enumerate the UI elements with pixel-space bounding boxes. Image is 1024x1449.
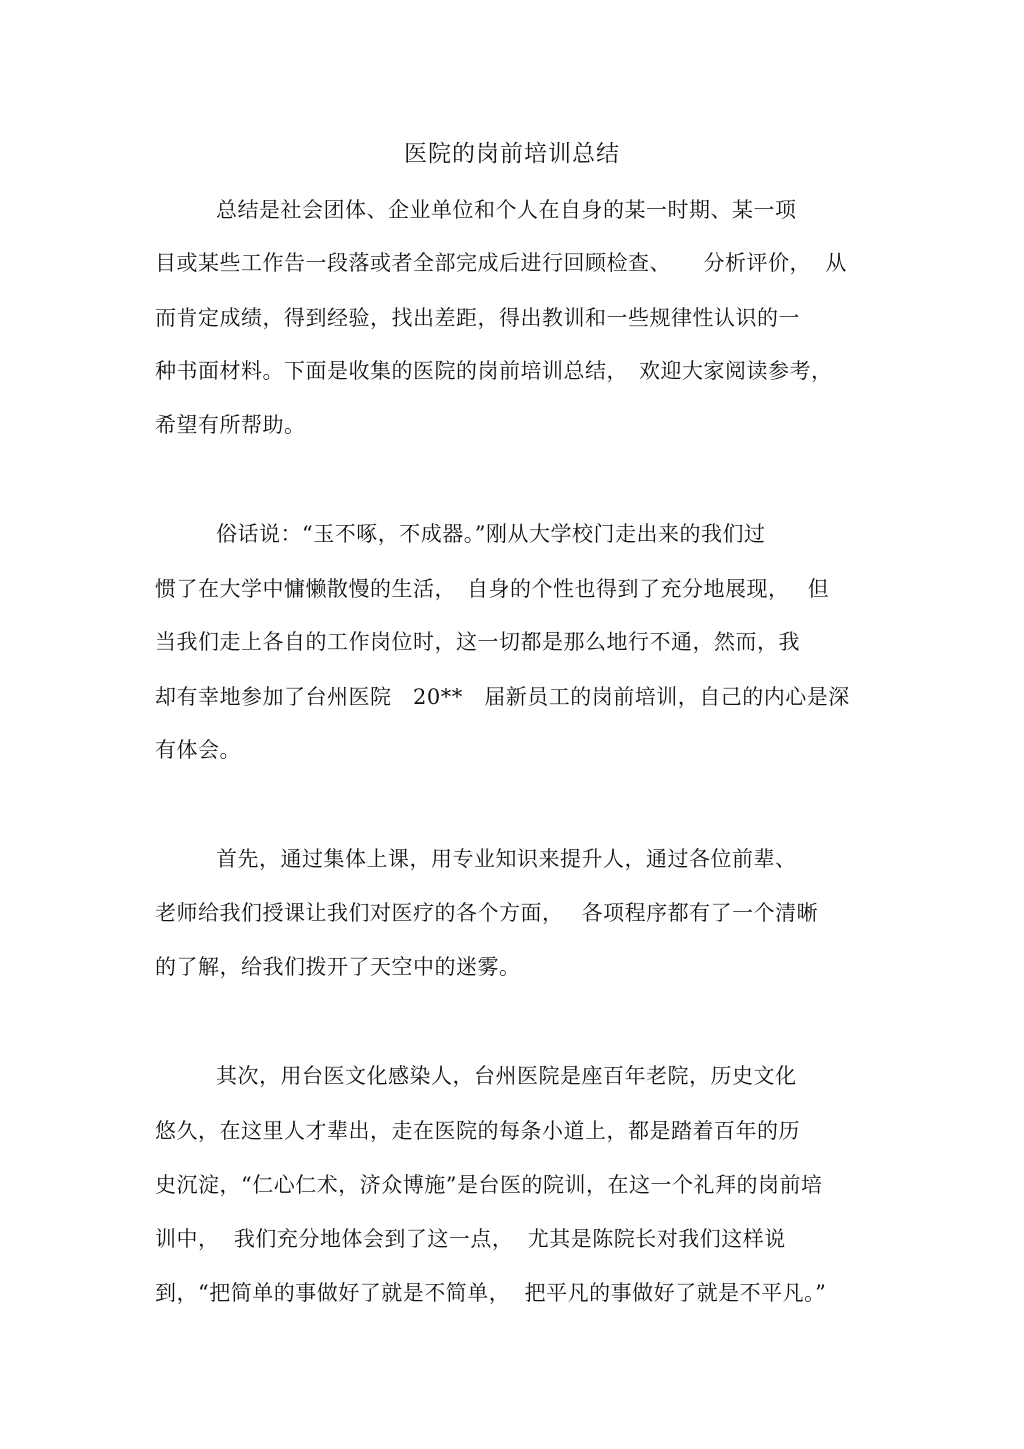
paragraph-3-line-3: 的了解，给我们拨开了天空中的迷雾。 — [155, 955, 521, 979]
paragraph-2-line-2: 惯了在大学中慵懒散慢的生活， 自身的个性也得到了充分地展现， 但 — [155, 577, 830, 601]
document-title: 医院的岗前培训总结 — [404, 141, 620, 167]
paragraph-1-line-2: 目或某些工作告一段落或者全部完成后进行回顾检查、 分析评价， 从 — [155, 251, 847, 275]
paragraph-1-line-1: 总结是社会团体、企业单位和个人在自身的某一时期、某一项 — [216, 198, 797, 222]
paragraph-1-line-5: 希望有所帮助。 — [155, 413, 306, 437]
paragraph-4-line-1: 其次，用台医文化感染人，台州医院是座百年老院，历史文化 — [216, 1064, 797, 1088]
paragraph-2-line-3: 当我们走上各自的工作岗位时，这一切都是那么地行不通，然而，我 — [155, 630, 800, 654]
paragraph-4-line-3: 史沉淀，“仁心仁术，济众博施”是台医的院训，在这一个礼拜的岗前培 — [155, 1173, 823, 1197]
paragraph-2-line-5: 有体会。 — [155, 738, 241, 762]
paragraph-1-line-4: 种书面材料。下面是收集的医院的岗前培训总结， 欢迎大家阅读参考， — [155, 359, 833, 383]
paragraph-2-line-4: 却有幸地参加了台州医院 20** 届新员工的岗前培训，自己的内心是深 — [155, 685, 850, 709]
paragraph-1-line-3: 而肯定成绩，得到经验，找出差距，得出教训和一些规律性认识的一 — [155, 306, 800, 330]
paragraph-4-line-2: 悠久，在这里人才辈出，走在医院的每条小道上，都是踏着百年的历 — [155, 1119, 800, 1143]
paragraph-4-line-4: 训中， 我们充分地体会到了这一点， 尤其是陈院长对我们这样说 — [155, 1227, 786, 1251]
paragraph-4-line-5: 到，“把简单的事做好了就是不简单， 把平凡的事做好了就是不平凡。” — [155, 1281, 827, 1305]
paragraph-3-line-1: 首先，通过集体上课，用专业知识来提升人，通过各位前辈、 — [216, 847, 797, 871]
paragraph-2-line-1: 俗话说：“玉不啄，不成器。”刚从大学校门走出来的我们过 — [216, 522, 766, 546]
paragraph-3-line-2: 老师给我们授课让我们对医疗的各个方面， 各项程序都有了一个清晰 — [155, 901, 819, 925]
